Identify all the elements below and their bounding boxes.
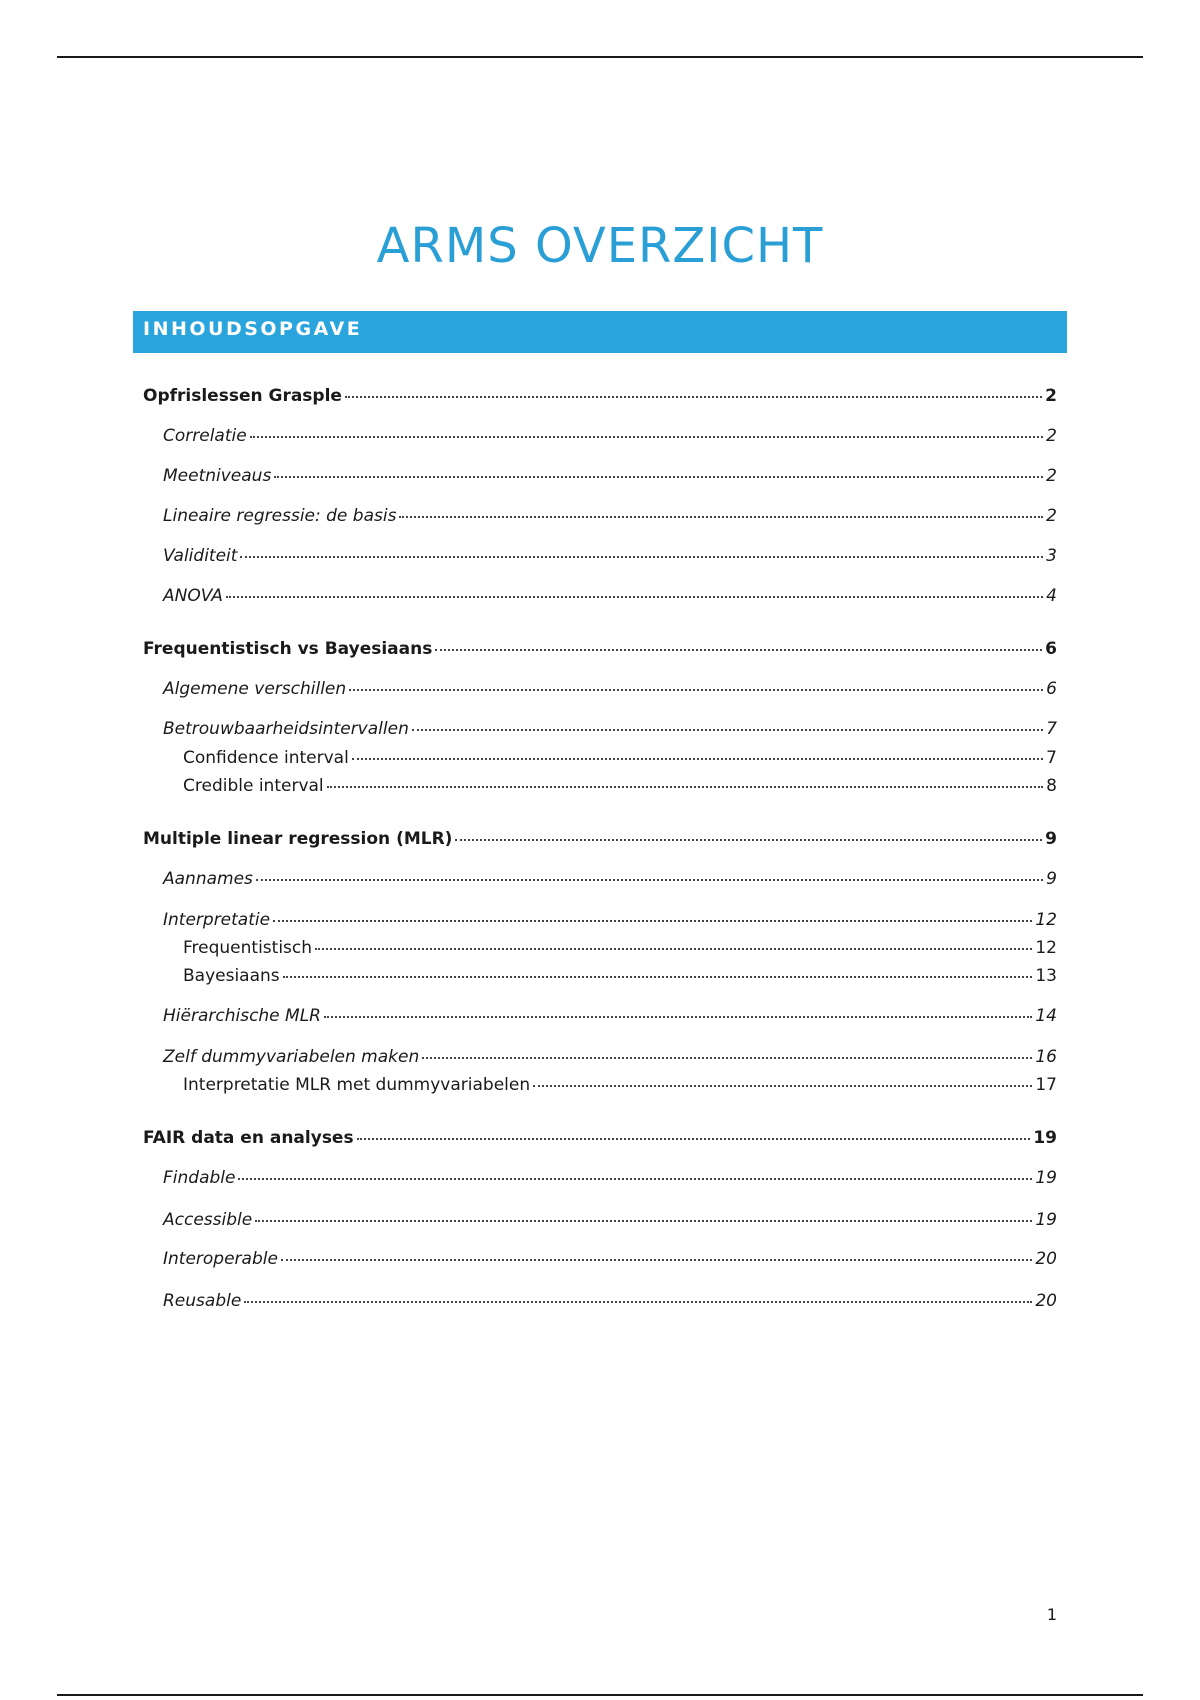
toc-dot-leader	[240, 536, 1043, 558]
toc-entry-label: Interpretatie	[163, 910, 271, 930]
toc-entry-page: 19	[1035, 1168, 1057, 1188]
toc-entry-label: Meetniveaus	[163, 466, 272, 486]
toc-entry-label: ANOVA	[163, 586, 223, 606]
toc-entry-level2[interactable]	[163, 862, 1057, 890]
toc-dot-leader	[250, 416, 1043, 438]
toc-entry-level3[interactable]	[183, 1068, 1057, 1096]
toc-entry-label: Algemene verschillen	[163, 679, 347, 699]
toc-dot-leader	[315, 928, 1032, 950]
toc-dot-leader	[357, 1118, 1031, 1140]
toc-entry-page: 12	[1035, 910, 1057, 930]
toc-entry-level1[interactable]	[143, 1121, 1057, 1149]
toc-dot-leader	[349, 669, 1043, 691]
toc-entry-level1[interactable]	[143, 632, 1057, 660]
toc-entry-page: 7	[1046, 719, 1057, 739]
toc-entry-page: 2	[1046, 466, 1057, 486]
toc-entry-level2[interactable]	[163, 539, 1057, 567]
toc-entry-page: 6	[1045, 639, 1057, 659]
toc-entry-level2[interactable]	[163, 1040, 1057, 1068]
document-title: ARMS OVERZICHT	[376, 218, 824, 274]
toc-dot-leader	[274, 456, 1043, 478]
toc-entry-page: 6	[1046, 679, 1057, 699]
toc-entry-page: 7	[1046, 748, 1057, 768]
toc-entry-level1[interactable]	[143, 379, 1057, 407]
toc-entry-page: 9	[1046, 869, 1057, 889]
toc-entry-label: Zelf dummyvariabelen maken	[163, 1047, 420, 1067]
toc-entry-label: Confidence interval	[183, 748, 349, 768]
toc-entry-page: 19	[1033, 1128, 1057, 1148]
toc-dot-leader	[255, 1200, 1032, 1222]
toc-dot-leader	[399, 496, 1043, 518]
toc-entry-label: Interpretatie MLR met dummyvariabelen	[183, 1075, 531, 1095]
toc-entry-page: 2	[1046, 426, 1057, 446]
toc-entry-label: Frequentistisch	[183, 938, 313, 958]
toc-dot-leader	[281, 1239, 1032, 1261]
toc-dot-leader	[324, 996, 1032, 1018]
toc-entry-page: 14	[1035, 1006, 1057, 1026]
toc-dot-leader	[244, 1281, 1032, 1303]
header-rule	[57, 56, 1143, 58]
toc-entry-level2[interactable]	[163, 1284, 1057, 1312]
toc-entry-label: Credible interval	[183, 776, 324, 796]
toc-entry-page: 19	[1035, 1210, 1057, 1230]
toc-heading: INHOUDSOPGAVE	[143, 318, 363, 340]
toc-dot-leader	[412, 709, 1043, 731]
toc-entry-level2[interactable]	[163, 1203, 1057, 1231]
toc-entry-label: Aannames	[163, 869, 253, 889]
toc-entry-label: Betrouwbaarheidsintervallen	[163, 719, 409, 739]
toc-entry-page: 20	[1035, 1291, 1057, 1311]
toc-entry-label: Frequentistisch vs Bayesiaans	[143, 639, 433, 659]
toc-entry-page: 13	[1035, 966, 1057, 986]
toc-dot-leader	[238, 1158, 1032, 1180]
toc-entry-label: FAIR data en analyses	[143, 1128, 354, 1148]
toc-dot-leader	[533, 1065, 1032, 1087]
toc-dot-leader	[327, 766, 1044, 788]
toc-entry-page: 2	[1046, 506, 1057, 526]
footer-rule	[57, 1694, 1143, 1696]
toc-dot-leader	[283, 956, 1033, 978]
toc-entry-level2[interactable]	[163, 579, 1057, 607]
toc-entry-level2[interactable]	[163, 499, 1057, 527]
toc-dot-leader	[352, 738, 1043, 760]
page-number: 1	[1046, 1605, 1057, 1624]
toc-dot-leader	[345, 376, 1042, 398]
toc-entry-page: 12	[1035, 938, 1057, 958]
toc-entry-page: 8	[1046, 776, 1057, 796]
toc-entry-level3[interactable]	[183, 959, 1057, 987]
toc-entry-level2[interactable]	[163, 672, 1057, 700]
toc-entry-page: 3	[1046, 546, 1057, 566]
toc-entry-label: Validiteit	[163, 546, 238, 566]
toc-entry-level2[interactable]	[163, 419, 1057, 447]
toc-entry-page: 20	[1035, 1249, 1057, 1269]
toc-entry-label: Accessible	[163, 1210, 253, 1230]
toc-entry-page: 17	[1035, 1075, 1057, 1095]
toc-entry-label: Hiërarchische MLR	[163, 1006, 321, 1026]
toc-dot-leader	[455, 819, 1042, 841]
toc-entry-level2[interactable]	[163, 712, 1057, 740]
toc-dot-leader	[273, 900, 1032, 922]
toc-dot-leader	[422, 1037, 1032, 1059]
toc-entry-level3[interactable]	[183, 769, 1057, 797]
toc-dot-leader	[435, 629, 1042, 651]
toc-entry-label: Lineaire regressie: de basis	[163, 506, 397, 526]
toc-entry-page: 2	[1045, 386, 1057, 406]
toc-entry-page: 4	[1046, 586, 1057, 606]
toc-entry-page: 9	[1045, 829, 1057, 849]
toc-heading-banner	[133, 311, 1067, 353]
toc-entry-label: Interoperable	[163, 1249, 278, 1269]
toc-dot-leader	[226, 576, 1043, 598]
toc-entry-level3[interactable]	[183, 741, 1057, 769]
toc-entry-level2[interactable]	[163, 1161, 1057, 1189]
toc-entry-level2[interactable]	[163, 1242, 1057, 1270]
toc-entry-page: 16	[1035, 1047, 1057, 1067]
toc-entry-level1[interactable]	[143, 822, 1057, 850]
toc-dot-leader	[256, 859, 1043, 881]
toc-entry-level2[interactable]	[163, 459, 1057, 487]
toc-entry-level3[interactable]	[183, 931, 1057, 959]
toc-entry-level2[interactable]	[163, 903, 1057, 931]
toc-entry-label: Correlatie	[163, 426, 247, 446]
toc-entry-label: Bayesiaans	[183, 966, 280, 986]
toc-entry-level2[interactable]	[163, 999, 1057, 1027]
toc-entry-label: Reusable	[163, 1291, 242, 1311]
toc-entry-label: Opfrislessen Grasple	[143, 386, 342, 406]
toc-entry-label: Multiple linear regression (MLR)	[143, 829, 453, 849]
toc-entry-label: Findable	[163, 1168, 236, 1188]
